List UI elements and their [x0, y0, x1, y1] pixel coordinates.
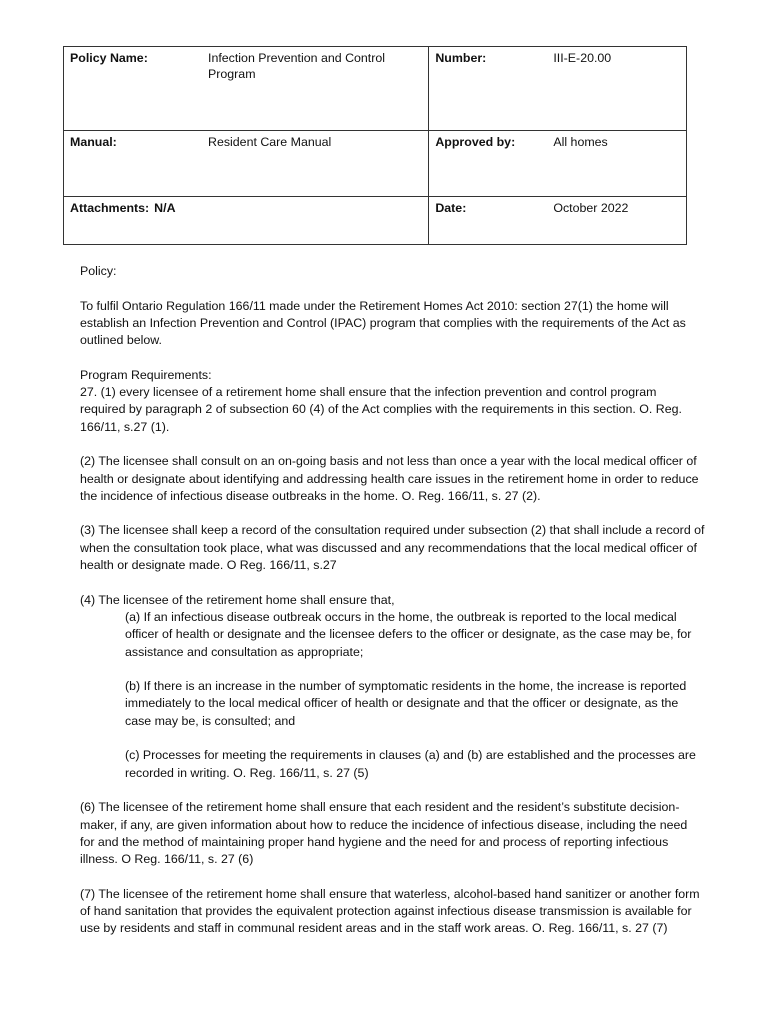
clause-6: (6) The licensee of the retirement home shall ensure that each resident and the resident’s substitute decision-maker, if any, are given information about how to reduce the incidence of infectious disease, including the need for and the method of maintaining proper hand hygiene and the need for and process of reporting infectious illness. O Reg. 166/11, s. 27 (6)	[80, 800, 688, 867]
number-label: Number:	[435, 51, 487, 65]
clause-3: (3) The licensee shall keep a record of the consultation required under subsection (2) that shall include a record of when the consultation took place, what was discussed and any recommendations that the local medical officer of health or designate made. O Reg. 166/11, s.27	[80, 523, 705, 573]
clause-2: (2) The licensee shall consult on an on-going basis and not less than once a year with the local medical officer of health or designate about identifying and addressing health care issues in the retirement home in order to reduce the incidence of infectious disease outbreaks in the home. O. Reg. 166/11, s. 27 (2).	[80, 454, 699, 503]
clause-4b: (b) If there is an increase in the number of symptomatic residents in the home, the increase is reported immediately to the local medical officer of health or designate and that the officer or designate, as the case may be, is consulted; and	[125, 679, 687, 728]
clause-4: (4) The licensee of the retirement home shall ensure that,	[80, 592, 395, 607]
policy-name-label: Policy Name:	[70, 51, 148, 65]
policy-intro: To fulfil Ontario Regulation 166/11 made under the Retirement Homes Act 2010: section 27(1) the home will establish an Infection Prevention and Control (IPAC) program that complies with the requirements of the Act as outlined below.	[80, 298, 686, 348]
program-requirements-heading: Program Requirements:	[80, 367, 212, 382]
policy-name-value: Infection Prevention and Control Program	[208, 51, 386, 81]
date-value: October 2022	[553, 201, 629, 215]
policy-body	[80, 263, 705, 955]
approved-by-label: Approved by:	[435, 135, 516, 149]
approved-by-value: All homes	[553, 135, 608, 149]
clause-7: (7) The licensee of the retirement home shall ensure that waterless, alcohol-based hand sanitizer or another form of hand sanitation that provides the equivalent protection against infectious disease transmission is available for use by residents and staff in communal resident areas and in the staff work areas. O. Reg. 166/11, s. 27 (7)	[80, 886, 700, 936]
policy-heading: Policy:	[80, 264, 117, 278]
date-label: Date:	[435, 201, 467, 215]
header-row-policy	[64, 47, 687, 131]
number-value: III-E-20.00	[553, 51, 612, 65]
manual-label: Manual:	[70, 135, 117, 149]
policy-header-table	[63, 46, 687, 245]
clause-1: 27. (1) every licensee of a retirement home shall ensure that the infection prevention and control program required by paragraph 2 of subsection 60 (4) of the Act complies with the requirements in this section. O. Reg. 166/11, s.27 (1).	[80, 385, 682, 434]
header-row-attachments	[64, 197, 687, 245]
manual-value: Resident Care Manual	[208, 135, 332, 149]
clause-4a: (a) If an infectious disease outbreak occurs in the home, the outbreak is reported to the local medical officer of health or designate and the licensee defers to the officer or designate, as the case may be, for assistance and consultation as appropriate;	[125, 609, 692, 659]
attachments-value: N/A	[154, 201, 176, 215]
header-row-manual	[64, 131, 687, 197]
clause-4c: (c) Processes for meeting the requirements in clauses (a) and (b) are established and the processes are recorded in writing. O. Reg. 166/11, s. 27 (5)	[125, 748, 696, 780]
attachments-label: Attachments:	[70, 201, 150, 215]
